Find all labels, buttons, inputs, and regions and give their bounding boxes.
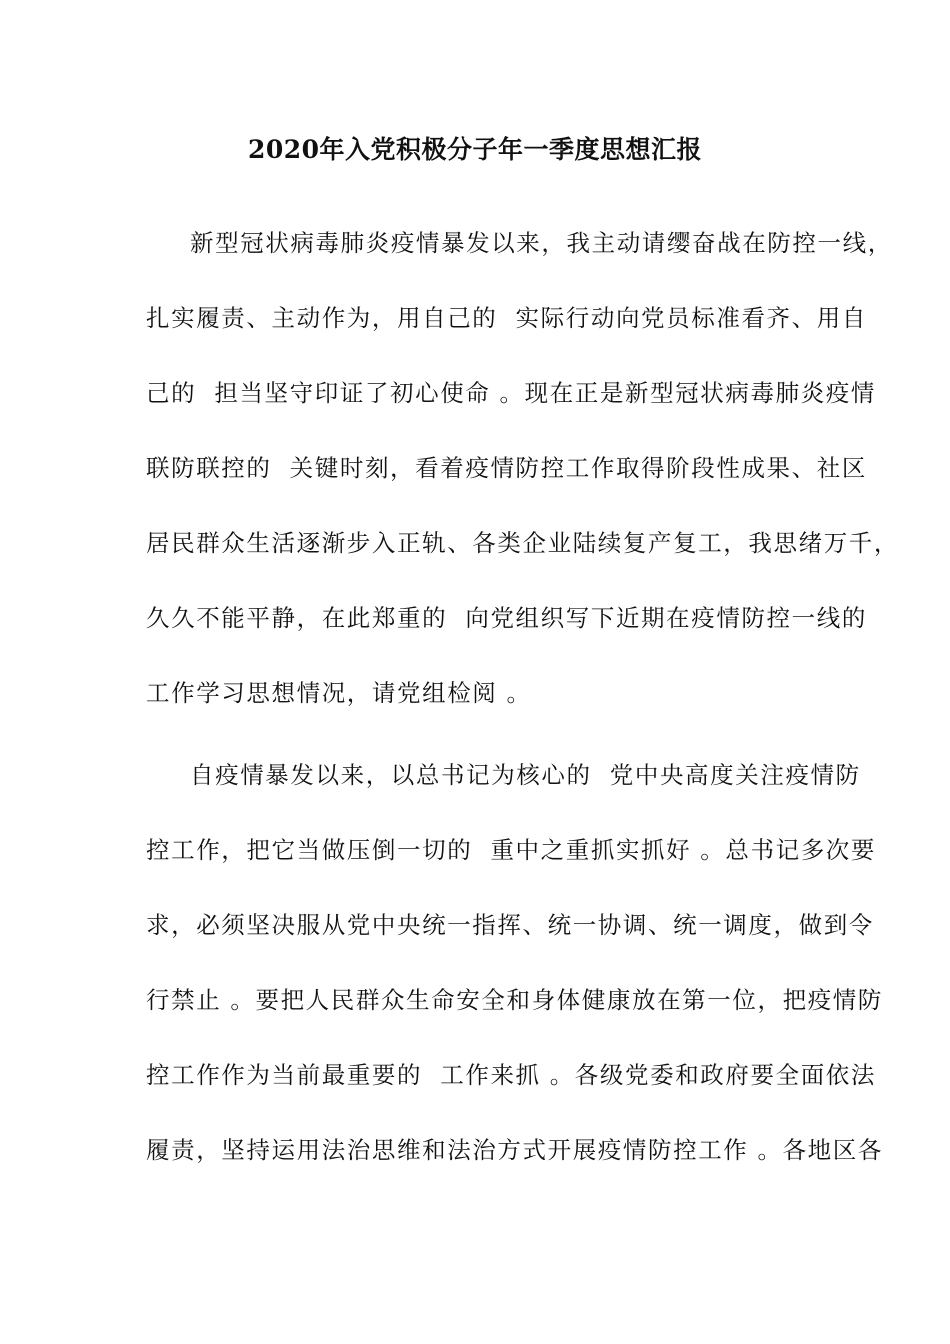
paragraph-2-line-4: 行禁止 。要把人民群众生命安全和身体健康放在第一位，把疫情防 [146, 986, 883, 1014]
paragraph-1-line-3: 己的 担当坚守印证了初心使命 。现在正是新型冠状病毒肺炎疫情 [146, 379, 877, 407]
paragraph-1-line-4: 联防联控的 关键时刻，看着疫情防控工作取得阶段性成果、社区 [146, 454, 867, 482]
paragraph-1-line-2: 扎实履责、主动作为，用自己的 实际行动向党员标准看齐、用自 [146, 304, 867, 332]
paragraph-2-line-3: 求，必须坚决服从党中央统一指挥、统一协调、统一调度，做到令 [146, 911, 874, 939]
paragraph-2-line-5: 控工作作为当前最重要的 工作来抓 。各级党委和政府要全面依法 [146, 1061, 877, 1089]
paragraph-1-line-5: 居民群众生活逐渐步入正轨、各类企业陆续复产复工，我思绪万千， [146, 529, 899, 557]
paragraph-2-line-6: 履责，坚持运用法治思维和法治方式开展疫情防控工作 。各地区各 [146, 1136, 883, 1164]
paragraph-1-line-7: 工作学习思想情况，请党组检阅 。 [146, 679, 532, 707]
paragraph-1-line-1: 新型冠状病毒肺炎疫情暴发以来，我主动请缨奋战在防控一线， [190, 229, 893, 257]
paragraph-2-line-2: 控工作，把它当做压倒一切的 重中之重抓实抓好 。总书记多次要 [146, 836, 877, 864]
paragraph-2-line-1: 自疫情暴发以来，以总书记为核心的 党中央高度关注疫情防 [190, 761, 861, 789]
document-title: 2020年入党积极分子年一季度思想汇报 [247, 135, 703, 164]
paragraph-1-line-6: 久久不能平静，在此郑重的 向党组织写下近期在疫情防控一线的 [146, 604, 867, 632]
